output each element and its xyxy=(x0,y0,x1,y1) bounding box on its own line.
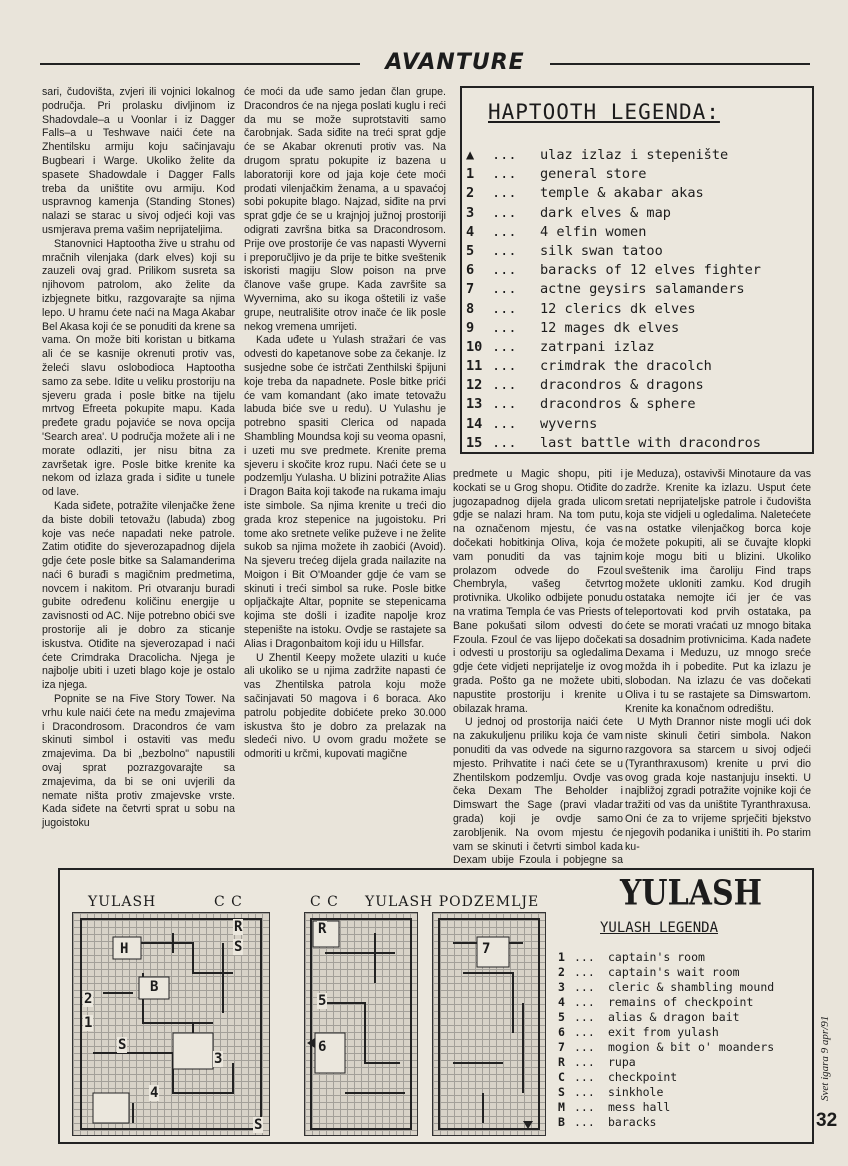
legend-item xyxy=(466,300,761,319)
map-yulash xyxy=(72,912,270,1136)
legend-item-label: wyverns xyxy=(540,415,598,432)
legend-item-dots: ... xyxy=(492,415,517,432)
legend-item xyxy=(466,165,761,184)
legend-item xyxy=(466,376,761,395)
yulash-legend-title: YULASH LEGENDA xyxy=(600,920,719,936)
map-mark: 5 xyxy=(318,993,327,1009)
legend-item xyxy=(558,1070,774,1085)
map-mark: B xyxy=(150,979,159,995)
legend-item-key: B xyxy=(558,1115,565,1129)
legend-item-label: dracondros & dragons xyxy=(540,377,704,394)
legend-item xyxy=(466,242,761,261)
map-label-cc: C C xyxy=(214,894,243,910)
legend-item-key: 7 xyxy=(558,1040,565,1054)
legend-item xyxy=(558,1010,774,1025)
legend-item xyxy=(466,261,761,280)
legend-item-key: 12 xyxy=(466,377,483,394)
legend-item xyxy=(466,184,761,203)
legend-item-dots: ... xyxy=(492,338,517,355)
legend-item-label: general store xyxy=(540,166,647,183)
map-mark: 6 xyxy=(318,1039,327,1055)
map-mark: H xyxy=(120,941,129,957)
legend-item-dots: ... xyxy=(492,204,517,221)
legend-item-label: zatrpani izlaz xyxy=(540,338,655,355)
legend-item xyxy=(558,1055,774,1070)
map-walls xyxy=(305,913,417,1135)
legend-item-label: checkpoint xyxy=(608,1070,678,1084)
legend-item-dots: ... xyxy=(492,319,517,336)
legend-item-label: cleric & shambling mound xyxy=(608,980,775,994)
map-mark: S xyxy=(254,1117,263,1133)
haptooth-legend-title: HAPTOOTH LEGENDA: xyxy=(488,100,720,124)
legend-item xyxy=(466,395,761,414)
legend-item xyxy=(558,950,774,965)
paragraph: će moći da uđe samo jedan član grupe. Dracondros će na njega poslati kuglu i reći da mu se može suprotstaviti samo čarobnjak. Sada siđite na treći sprat gdje će se Akabar okrenuti protiv vas. Na drugom spratu pokupite iz bazena u laboratoriji kore od jaja koje ćete moći prodati vilenjačkim ženama, a u spavaćoj sobi pokupite blago. Najzad, siđite na prvi sprat gdje će se u krajnjoj južnoj prostoriji odigrati završna bitka sa Dracondrosom. Prije ove prostorije će vas napasti Wyverni i preporučljivo je da prije te bitke sveštenik iskoristi magiju Slow poison na prve članove vaše grupe. Kada završite sa Wyvernima, ako su ikoga oštetili iz vaše grupe, neutrališite otrov inače će lik posle nekog vremena umrijeti. xyxy=(244,86,446,333)
legend-item xyxy=(558,1115,774,1130)
map-podzemlje-west xyxy=(304,912,418,1136)
legend-item xyxy=(466,415,761,434)
legend-item-dots: ... xyxy=(492,242,517,259)
legend-item xyxy=(558,995,774,1010)
legend-item-key: 3 xyxy=(466,204,475,221)
legend-item-dots: ... xyxy=(574,1115,595,1129)
legend-item-key: 6 xyxy=(558,1025,565,1039)
text-column-1 xyxy=(42,86,235,866)
paragraph: Stanovnici Haptootha žive u strahu od mračnih vilenjaka (dark elves) koji su zauzeli ovaj grad. Prilikom susreta sa njihovom patrolom, ako želite da izbjegnete bitku, razgovarajte sa njima lepo. U hramu ćete naći na Maga Akabar Bel Akasa koji će se ponuditi da krene sa vama. On može biti koristan u bitkama ali će se kasnije okrenuti protiv vas, želeći slavu oslobodioca Haptootha samo za sebe. Idite u veliku prostoriju na sjeveru grada i posle bitke na tijelu mrtvog Efreeta pokupite mapu. Kada pređete gradu pojaviće se nova opcija 'Search area'. U područja možete ali i ne morate odlaziti, jer nisu bitna za završetak igre. Posle bitke krenite ka nekom od izlaza grada i siđite u tunele od lave. xyxy=(42,237,235,499)
legend-item-label: ulaz izlaz i stepenište xyxy=(540,147,729,163)
legend-item-dots: ... xyxy=(492,223,517,240)
legend-item-label: 12 mages dk elves xyxy=(540,319,680,336)
header-rule-right xyxy=(550,63,810,65)
legend-item-dots: ... xyxy=(574,1055,595,1069)
yulash-legend-list xyxy=(558,950,774,1130)
legend-item xyxy=(466,146,761,165)
map-mark: R xyxy=(234,919,243,935)
legend-item-key: 4 xyxy=(466,223,475,240)
map-mark: S xyxy=(118,1037,127,1053)
legend-item-dots: ... xyxy=(492,377,517,394)
legend-item-key: C xyxy=(558,1070,565,1084)
legend-item xyxy=(466,319,761,338)
legend-item-dots: ... xyxy=(492,434,517,451)
legend-item-dots: ... xyxy=(574,950,595,964)
legend-item-label: mess hall xyxy=(608,1100,671,1114)
legend-item-key: 11 xyxy=(466,358,483,375)
legend-item xyxy=(466,223,761,242)
legend-item-label: temple & akabar akas xyxy=(540,185,704,202)
legend-item-label: baracks xyxy=(608,1115,657,1129)
legend-item-label: alias & dragon bait xyxy=(608,1010,740,1024)
legend-item-key: M xyxy=(558,1100,565,1114)
legend-item-label: 12 clerics dk elves xyxy=(540,300,696,317)
yulash-maps-panel xyxy=(58,868,814,1144)
legend-item-dots: ... xyxy=(492,300,517,317)
text-column-3 xyxy=(453,468,623,866)
legend-item-dots: ... xyxy=(492,281,517,298)
legend-item-dots: ... xyxy=(492,358,517,375)
legend-item-key: 6 xyxy=(466,262,475,279)
legend-item-label: silk swan tatoo xyxy=(540,242,663,259)
paragraph: Kada uđete u Yulash stražari će vas odvesti do kapetanove sobe za čekanje. Iz susjedne sobe će istrčati Zenthilski špijuni koje treba da napadnete. Posle bitke prići će vam komandant (ako imate tetovažu labuda biće sve u redu). U Yulashu je potrebno spasiti Clerica od napada Shambling Moundsa koji su veoma opasni, i uzeti mu sve predmete. Krenite prema sjeveru i skočite kroz rupu. Naći ćete se u podzemlju Yulasha. U blizini potražite Alias i Dragon Baita koji takođe na rukama imaju iste simbole. Sa njima krenite u treći dio grada kroz stepenice na jugoistoku. Pri tome ako sretnete velike puževe i ne želite sukob sa njima možete ih zaobići (Avoid). Na sjeveru trećeg dijela grada nailazite na Moigon i Bit O'Moander gdje će vam se skinuti i treći simbol sa ruke. Posle bitke opljačkajte Altar, popnite se stepenicama kojima ste došli i izađite napolje kroz stepenište na istoku. Ovdje se rastajete sa Alias i Dragonbaitom koji idu u Hillsfar. xyxy=(244,334,446,650)
legend-item-label: baracks of 12 elves fighter xyxy=(540,262,761,279)
paragraph: Kada siđete, potražite vilenjačke žene da biste dobili tetovažu (labuda) zbog koje vas neće napadati neke patrole. Zatim otiđite do sjeverozapadnog dijela gdje ćete posle bitke sa Salamanderima naći 6 burađi s magičnim predmetima, novcem i nakitom. Pri otvaranju buradi gubite određenu količinu energije u zavisnosti od AC. Nije potrebno obići sve prostorije ali je dobro za sticanje iskustva. Otiđite na sjeverozapad i naći ćete Crimdraka Dracolicha. Njega je najbolje ubiti i uzeti blago koje je ostalo iza njega. xyxy=(42,499,235,692)
legend-item-label: last battle with dracondros xyxy=(540,434,761,451)
legend-item-label: dracondros & sphere xyxy=(540,396,696,413)
legend-item-key: 2 xyxy=(558,965,565,979)
haptooth-legend-list xyxy=(466,146,761,453)
legend-item-dots: ... xyxy=(574,980,595,994)
paragraph: Popnite se na Five Story Tower. Na vrhu kule naići ćete na među zmajevima i Dracondrosom. Dracondros će vam skinuti simbol i ostaviti vas među zmajevima. Da bi „bezbolno" napustili ovaj sprat pozrazgovarajte sa zmajevima, da bi se oni uvjerili da nemate ništa protiv zmajevske vrste. Kada siđete na četvrti sprat u sobu na jugoistoku xyxy=(42,693,235,830)
legend-item-key: 9 xyxy=(466,319,475,336)
legend-item-dots: ... xyxy=(492,396,517,413)
legend-item-dots: ... xyxy=(574,1100,595,1114)
legend-item-label: remains of checkpoint xyxy=(608,995,754,1009)
section-title: AVANTURE xyxy=(385,50,525,75)
map-mark: 1 xyxy=(84,1015,93,1031)
legend-item-dots: ... xyxy=(574,1010,595,1024)
map-mark: S xyxy=(234,939,243,955)
issue-label: Svet igara 9 apr/91 xyxy=(819,1015,831,1101)
legend-item-label: dark elves & map xyxy=(540,204,671,221)
legend-item xyxy=(466,204,761,223)
legend-item-key: 3 xyxy=(558,980,565,994)
map-mark: 2 xyxy=(84,991,93,1007)
legend-item xyxy=(466,338,761,357)
legend-item-key: 5 xyxy=(558,1010,565,1024)
text-column-2 xyxy=(244,86,446,866)
legend-item-key: S xyxy=(558,1085,565,1099)
paragraph: sari, čudovišta, zvjeri ili vojnici lokalnog područja. Pri prolasku divljinom iz Shadovdale–a u Voonlar i iz Dagger Falls–a u Teshwave naići ćete na Zhentilsku armiju koju sačinjavaju Bugbeari i Warge. Ukoliko želite da spasete Shadowdale i Dagger Falls treba da uništite ovu armiju. Kod uspravnog kamenja (Standing Stones) nalazi se starac u sivoj odjeći koji vas usmjerava prema vašim neprijateljima. xyxy=(42,86,235,236)
map-mark: 3 xyxy=(214,1051,223,1067)
haptooth-legend-box xyxy=(460,86,814,454)
legend-item-label: captain's room xyxy=(608,950,705,964)
map-podzemlje-east xyxy=(432,912,546,1136)
header-rule-left xyxy=(40,63,360,65)
map-mark: R xyxy=(318,921,327,937)
legend-item xyxy=(558,1100,774,1115)
legend-item-key: 5 xyxy=(466,242,475,259)
legend-item-key: 7 xyxy=(466,281,475,298)
yulash-title: YULASH xyxy=(620,873,762,914)
legend-item-dots: ... xyxy=(492,185,517,202)
page-number: 32 xyxy=(816,1110,838,1131)
legend-item-dots: ... xyxy=(492,166,517,183)
legend-item-dots: ... xyxy=(574,1070,595,1084)
paragraph: U jednoj od prostorija naići ćete na zakukuljenu priliku koja će vam ponuditi da vas odvede na sigurno mjesto. Prihvatite i naći ćete se u Zhentilskom podzemlju. Ovdje vas čeka Dexam The Beholder i Dimswart the Sage (pravi vladar grada) koji je ovdje samo zarobljenik. Na ovom mjestu će vam se skinuti i četvrti simbol kada Dexam ubije Fzoula i pobjegne sa xyxy=(453,716,623,867)
legend-item-key: 10 xyxy=(466,338,483,355)
legend-item xyxy=(466,357,761,376)
paragraph: predmete u Magic shopu, piti i kockati se u Grog shopu. Otiđite do jugozapadnog dijela grada ulicom gdje se nalazi hram. Na tom putu, na označenom mjestu, će vas dočekati hobitkinja Oliva, koja će vam ponuditi da vas tajnim prolazom odvede do Fzoul Chembryla, vašeg četvrtog protivnika. Ukoliko odbijete ponudu na vratima Templa će vas Priests of Bane pokušati silom odvesti do Fzoula. Fzoul će vas lijepo dočekati i odvesti u prostoriju sa ogledalima gdje ćete vidjeti neprijatelje iz ovog grada. Pošto ga ne možete ubiti, napustite prostoriju i krenite u obilazak hrama. xyxy=(453,468,623,715)
issue-side-text xyxy=(810,1000,840,1110)
legend-item-dots: ... xyxy=(574,1025,595,1039)
map-mark: 4 xyxy=(150,1085,159,1101)
page-header xyxy=(40,50,810,80)
legend-item xyxy=(466,434,761,453)
text-column-4 xyxy=(625,468,811,866)
legend-item-dots: ... xyxy=(574,965,595,979)
legend-item-dots: ... xyxy=(574,995,595,1009)
map-label-yulash: YULASH xyxy=(88,894,157,910)
map-mark: 7 xyxy=(482,941,491,957)
legend-item-label: mogion & bit o' moanders xyxy=(608,1040,775,1054)
map-label-podzemlje: YULASH PODZEMLJE xyxy=(365,894,540,910)
legend-item xyxy=(558,1025,774,1040)
legend-item-key: 8 xyxy=(466,300,475,317)
legend-item-key: 2 xyxy=(466,185,475,202)
legend-item-key: 1 xyxy=(558,950,565,964)
legend-item-dots: ... xyxy=(492,147,517,163)
paragraph: U Myth Drannor niste mogli ući dok niste skinuli četiri simbola. Nakon razgovora sa starcem u sivoj odjeći (Tyranthraxusom) krenite u prvi dio ovog grada koje nastanjuju insekti. U najbližoj zgradi potražite vojnike koji će tražiti od vas da uništite Tyranthraxusa. Oni će za to vrijeme sprječiti bjekstvo njegovih podanika i uništiti ih. Po starim ku- xyxy=(625,716,811,853)
legend-item-key: 1 xyxy=(466,166,475,183)
paragraph: U Zhentil Keepy možete ulaziti u kuće ali ukoliko se u njima zadržite napasti će vas Zhentilska patrola koju može sačinjavati 50 magova i 6 boraca. Ako patrolu pobjedite dobićete preko 30.000 iskustva što je dobro za prelazak na sledeći nivo. U ovom gradu možete se odmoriti u krčmi, kupovati magične xyxy=(244,651,446,761)
legend-item-label: sinkhole xyxy=(608,1085,664,1099)
legend-item-dots: ... xyxy=(492,262,517,279)
legend-item-key: 13 xyxy=(466,396,483,413)
legend-item-label: crimdrak the dracolch xyxy=(540,358,712,375)
legend-item-label: rupa xyxy=(608,1055,636,1069)
legend-item xyxy=(558,1085,774,1100)
legend-item xyxy=(466,280,761,299)
legend-item-dots: ... xyxy=(574,1040,595,1054)
legend-item-key: R xyxy=(558,1055,565,1069)
legend-item-key: 14 xyxy=(466,415,483,432)
legend-item-key: ▲ xyxy=(466,147,475,163)
paragraph: je Meduza), ostavivši Minotaure da vas zadrže. Krenite ka izlazu. Usput ćete sretati neprijateljske patrole i čudovišta koja ste vidjeli u ogledalima. Naletećete na ostatke vilenjačkog borca koje možete pokupiti, ali se čuvajte klopki koje mogu biti u blizini. Ukoliko sveštenik ima čaroliju Find traps možete ukloniti zamku. Kod drugih ostataka nemojte ići jer će vas teleportovati kod prvih ostataka, pa ćete se morati vraćati uz mnogo bitaka sa dosadnim protivnicima. Kada nađete Dexama i Meduzu, uz mnogo sreće možda ih i pobedite. Put ka izlazu je slobodan. Na izlazu će vas dočekati Oliva i tu se rastajete sa Dimswartom. Krenite ka konačnom odredištu. xyxy=(625,468,811,715)
legend-item-label: actne geysirs salamanders xyxy=(540,281,745,298)
legend-item xyxy=(558,980,774,995)
map-label-cc: C C xyxy=(310,894,339,910)
legend-item-key: 15 xyxy=(466,434,483,451)
legend-item xyxy=(558,965,774,980)
legend-item-key: 4 xyxy=(558,995,565,1009)
legend-item xyxy=(558,1040,774,1055)
legend-item-dots: ... xyxy=(574,1085,595,1099)
legend-item-label: 4 elfin women xyxy=(540,223,647,240)
legend-item-label: exit from yulash xyxy=(608,1025,719,1039)
legend-item-label: captain's wait room xyxy=(608,965,740,979)
